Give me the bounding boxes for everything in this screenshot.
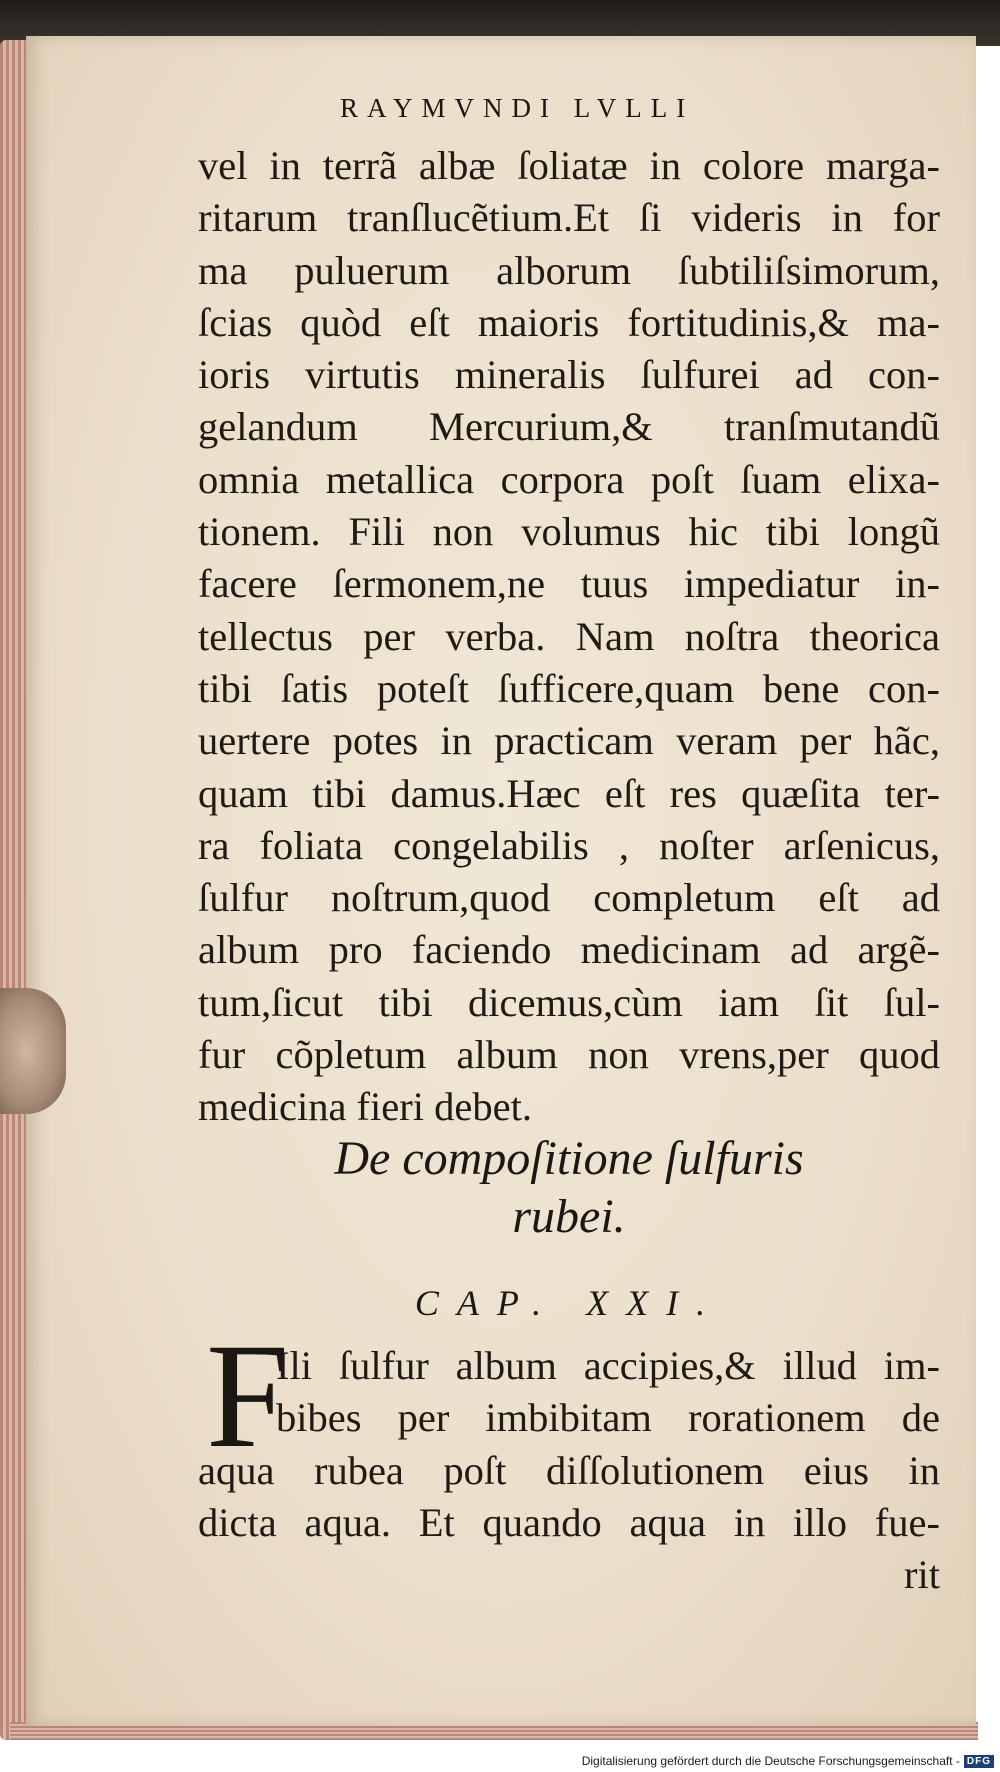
text-line: facere ſermonem,ne tuus impediatur in- — [198, 561, 940, 607]
text-line: uertere potes in practicam veram per hãc, — [198, 718, 940, 764]
chapter-label: CAP. XXI. — [414, 1283, 724, 1323]
text-line: gelandum Mercurium,& tranſmutandũ — [198, 404, 940, 450]
section-heading-line1: De compoſitione ſulfuris — [334, 1132, 804, 1185]
section-heading — [198, 1130, 940, 1246]
main-text — [198, 140, 940, 1134]
text-line: medicina fieri debet. — [198, 1084, 532, 1130]
chapter-text — [198, 1340, 940, 1601]
catchword: rit — [904, 1552, 940, 1598]
text-line: Ili ſulfur album accipies,& illud im- — [276, 1343, 940, 1388]
text-line: ſulfur noſtrum,quod completum eſt ad — [198, 875, 940, 921]
text-line: omnia metallica corpora poſt ſuam elixa- — [198, 456, 940, 502]
dfg-logo: DFG — [964, 1755, 994, 1768]
text-line: ſcias quòd eſt maioris fortitudinis,& ma- — [198, 299, 940, 345]
text-line: dicta aqua. Et quando aqua in illo fue- — [198, 1499, 940, 1545]
credit-text: Digitalisierung gefördert durch die Deutsche Forschungsgemeinschaft - — [581, 1754, 960, 1768]
drop-cap: F — [206, 1313, 290, 1479]
running-head: RAYMVNDI LVLLI — [340, 93, 695, 123]
text-line: fur cõpletum album non vrens,per quod — [198, 1032, 940, 1078]
text-line: tibi ſatis poteſt ſufficere,quam bene con- — [198, 665, 940, 711]
text-line: tionem. Fili non volumus hic tibi longũ — [198, 509, 940, 555]
text-line: aqua rubea poſt diſſolutionem eius in — [198, 1447, 940, 1493]
text-line: ritarum tranſlucẽtium.Et ſi videris in for — [198, 195, 940, 241]
text-line: ma puluerum alborum ſubtiliſsimorum, — [198, 247, 940, 293]
digitization-credit — [582, 1752, 994, 1770]
text-line: album pro faciendo medicinam ad argẽ- — [198, 927, 940, 973]
text-line: quam tibi damus.Hæc eſt res quæſita ter- — [198, 770, 940, 816]
text-line: tellectus per verba. Nam noſtra theorica — [198, 613, 940, 659]
text-line: bibes per imbibitam rorationem de — [276, 1395, 940, 1441]
text-line: ra foliata congelabilis , noſter arſenicus, — [198, 822, 940, 868]
text-line: tum,ſicut tibi dicemus,cùm iam ſit ſul- — [198, 979, 940, 1025]
text-line: vel in terrã albæ ſoliatæ in colore marga- — [198, 143, 940, 188]
bookmark-ribbon — [0, 988, 66, 1114]
text-line: ioris virtutis mineralis ſulfurei ad con- — [198, 352, 940, 398]
section-heading-line2: rubei. — [512, 1190, 626, 1243]
